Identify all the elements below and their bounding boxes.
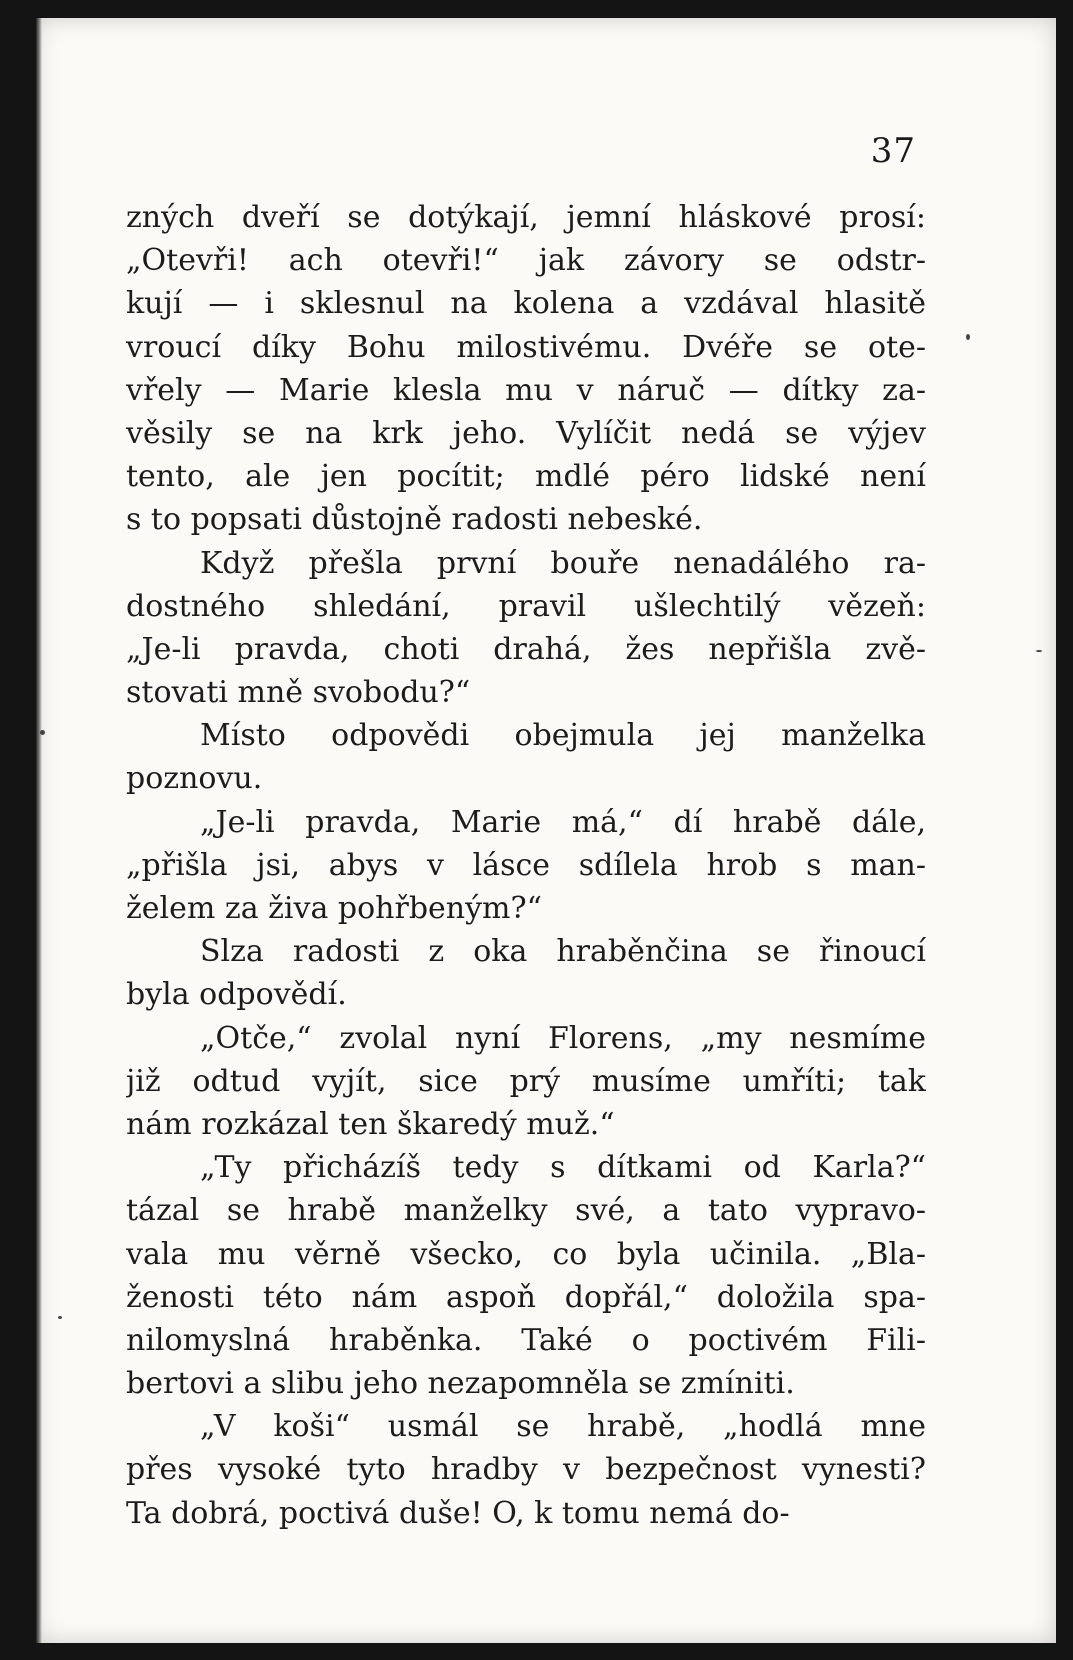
paragraph — [126, 930, 926, 1016]
text-line: „Ty přicházíš tedy s dítkami od Karla?“ — [200, 1150, 926, 1186]
paper-speck — [966, 334, 970, 340]
text-line: byla odpovědí. — [126, 977, 347, 1013]
paragraph — [126, 714, 926, 800]
page-number: 37 — [870, 131, 916, 171]
text-line: vřely — Marie klesla mu v náruč — dítky za- — [126, 372, 926, 408]
paper-speck — [58, 1316, 62, 1319]
text-line: přes vysoké tyto hradby v bezpečnost vynesti? — [126, 1452, 926, 1488]
text-line: dostného shledání, pravil ušlechtilý vězeň: — [126, 588, 926, 624]
text-line: stovati mně svobodu?“ — [126, 675, 471, 711]
text-line: vala mu věrně všecko, co byla učinila. „Bla- — [126, 1236, 926, 1272]
text-line: již odtud vyjít, sice prý musíme umříti; tak — [126, 1063, 926, 1099]
text-line: s to popsati důstojně radosti nebeské. — [126, 502, 703, 538]
paragraph — [126, 801, 926, 931]
text-line: „přišla jsi, abys v lásce sdílela hrob s man- — [126, 847, 926, 883]
paragraph — [126, 196, 926, 542]
page-spine-edge — [36, 18, 42, 1643]
text-line: „Je-li pravda, choti drahá, žes nepřišla zvě- — [126, 631, 926, 667]
paper-speck — [1036, 650, 1042, 652]
text-line: „Otevři! ach otevři!“ jak závory se odstr- — [126, 243, 926, 279]
text-line: věsily se na krk jeho. Vylíčit nedá se výjev — [126, 415, 926, 451]
paragraph — [126, 1017, 926, 1147]
paragraph — [126, 1146, 926, 1405]
text-line: nám rozkázal ten škaredý muž.“ — [126, 1106, 615, 1142]
text-line: kují — i sklesnul na kolena a vzdával hlasitě — [126, 286, 926, 322]
text-line: Místo odpovědi obejmula jej manželka — [200, 718, 926, 754]
text-line: tázal se hrabě manželky své, a tato vypravo- — [126, 1193, 926, 1229]
text-line: Slza radosti z oka hraběnčina se řinoucí — [200, 934, 926, 970]
text-line: „Je-li pravda, Marie má,“ dí hrabě dále, — [200, 804, 926, 840]
text-line: poznovu. — [126, 761, 263, 797]
text-line: Když přešla první bouře nenadálého ra- — [200, 545, 926, 581]
text-line: želem za živa pohřbeným?“ — [126, 891, 542, 926]
text-line: nilomyslná hraběnka. Také o poctivém Fili- — [126, 1322, 926, 1358]
text-line: zných dveří se dotýkají, jemní hláskové prosí: — [126, 200, 926, 235]
paragraph — [126, 542, 926, 715]
paper-speck — [40, 730, 45, 735]
text-line: tento, ale jen pocítit; mdlé péro lidské není — [126, 459, 926, 495]
text-line: „V koši“ usmál se hrabě, „hodlá mne — [200, 1409, 926, 1445]
text-line: Ta dobrá, poctivá duše! O, k tomu nemá do- — [126, 1495, 790, 1531]
body-text — [126, 196, 926, 1535]
text-line: vroucí díky Bohu milostivému. Dvéře se ote- — [126, 329, 926, 365]
text-line: ženosti této nám aspoň dopřál,“ doložila spa- — [126, 1279, 926, 1315]
paragraph — [126, 1405, 926, 1535]
text-line: bertovi a slibu jeho nezapomněla se zmíniti. — [126, 1366, 795, 1402]
book-page — [36, 18, 1056, 1643]
text-line: „Otče,“ zvolal nyní Florens, „my nesmíme — [200, 1020, 926, 1056]
